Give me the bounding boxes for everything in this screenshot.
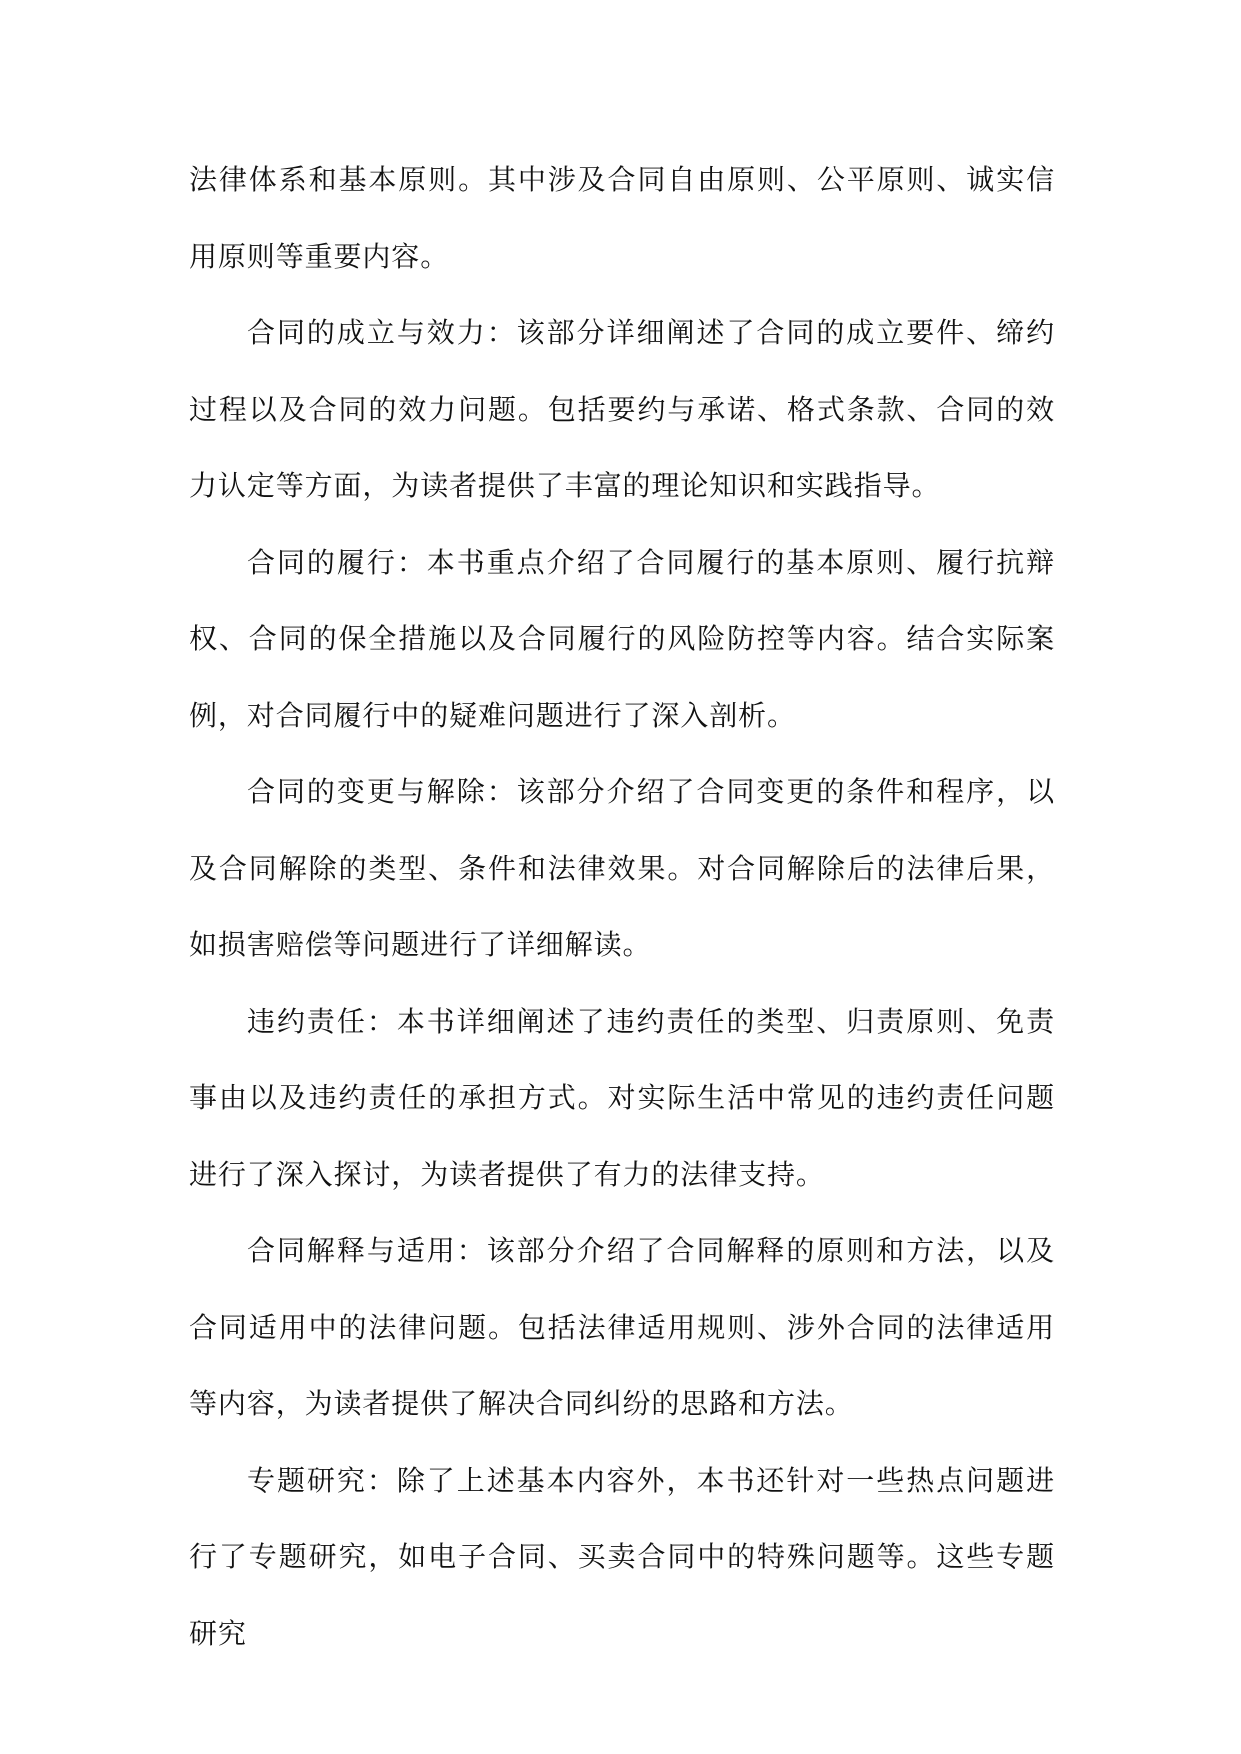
paragraph-breach-liability: 违约责任：本书详细阐述了违约责任的类型、归责原则、免责事由以及违约责任的承担方式。对实际生活中常见的违约责任问题进行了深入探讨，为读者提供了有力的法律支持。 (189, 1004, 1055, 1191)
paragraph-performance: 合同的履行：本书重点介绍了合同履行的基本原则、履行抗辩权、合同的保全措施以及合同履行的风险防控等内容。结合实际案例，对合同履行中的疑难问题进行了深入剖析。 (189, 545, 1055, 732)
paragraph-continued: 法律体系和基本原则。其中涉及合同自由原则、公平原则、诚实信用原则等重要内容。 (189, 163, 1055, 273)
paragraph-modification-termination: 合同的变更与解除：该部分介绍了合同变更的条件和程序，以及合同解除的类型、条件和法律效果。对合同解除后的法律后果，如损害赔偿等问题进行了详细解读。 (189, 775, 1055, 961)
body-text (189, 142, 1055, 1672)
paragraph-special-research: 专题研究：除了上述基本内容外，本书还针对一些热点问题进行了专题研究，如电子合同、买卖合同中的特殊问题等。这些专题研究 (189, 1463, 1055, 1650)
paragraph-formation-validity: 合同的成立与效力：该部分详细阐述了合同的成立要件、缔约过程以及合同的效力问题。包括要约与承诺、格式条款、合同的效力认定等方面，为读者提供了丰富的理论知识和实践指导。 (189, 316, 1055, 502)
paragraph-interpretation-application: 合同解释与适用：该部分介绍了合同解释的原则和方法，以及合同适用中的法律问题。包括法律适用规则、涉外合同的法律适用等内容，为读者提供了解决合同纠纷的思路和方法。 (189, 1234, 1055, 1420)
